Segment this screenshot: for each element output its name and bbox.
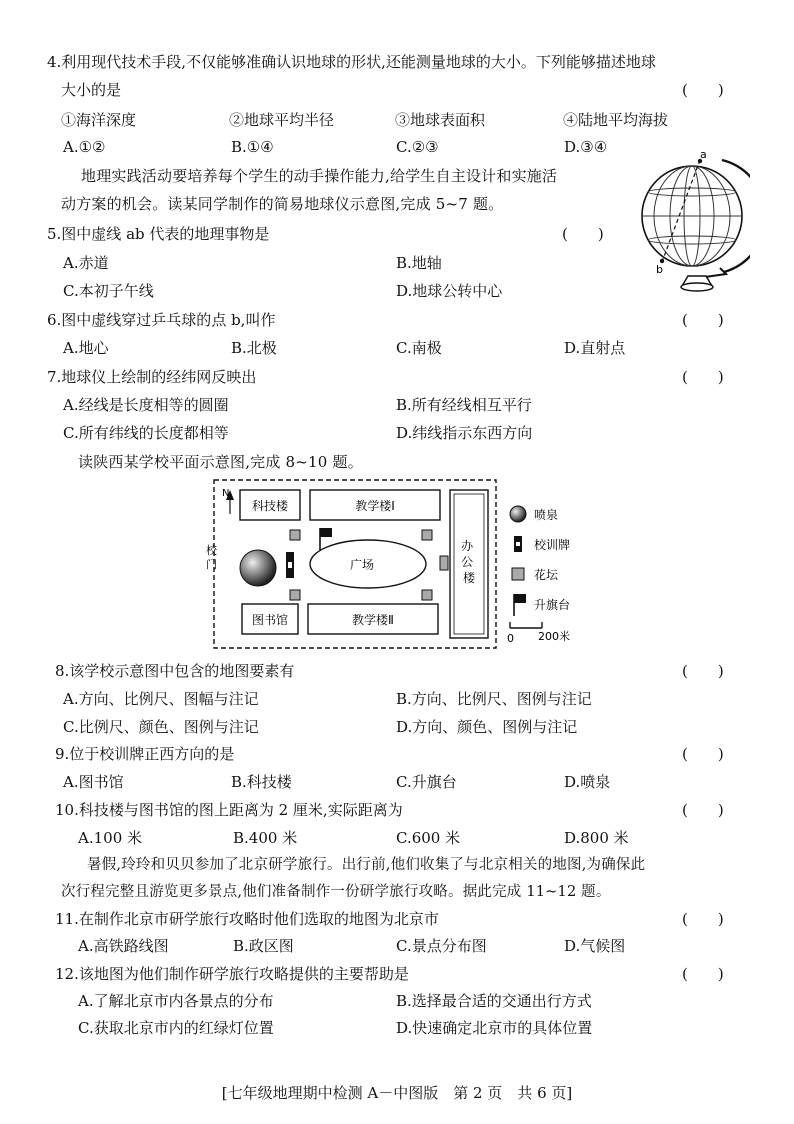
page-footer: [七年级地理期中检测 A－中图版 第 2 页 共 6 页]: [221, 1084, 573, 1102]
legend-fountain-icon: [510, 506, 526, 522]
map-teaching-building-2: 教学楼Ⅱ: [352, 613, 394, 627]
question-5-option-a: A.赤道: [63, 254, 109, 272]
question-11-option-a: A.高铁路线图: [78, 937, 169, 955]
question-5-option-d: D.地球公转中心: [396, 282, 503, 300]
question-9-option-d: D.喷泉: [564, 773, 611, 791]
question-5-option-b: B.地轴: [396, 254, 442, 272]
legend-flag-platform: 升旗台: [534, 598, 571, 612]
question-8-option-a: A.方向、比例尺、图幅与注记: [63, 690, 259, 708]
question-8-answer-paren: ( ): [682, 662, 724, 680]
question-10-option-a: A.100 米: [78, 829, 142, 847]
question-10-option-d: D.800 米: [564, 829, 629, 847]
intro-5-7-line2: 动方案的机会。读某同学制作的简易地球仪示意图,完成 5~7 题。: [61, 195, 504, 213]
question-4-option-b: B.①④: [231, 138, 274, 156]
intro-11-12-line1: 暑假,玲玲和贝贝参加了北京研学旅行。出行前,他们收集了与北京相关的地图,为确保此: [87, 857, 646, 873]
school-map-figure: [200, 476, 600, 652]
question-6-answer-paren: ( ): [682, 311, 724, 329]
flower-bed-icon: [290, 590, 300, 600]
legend-flower-bed-icon: [512, 568, 524, 580]
question-8-option-b: B.方向、比例尺、图例与注记: [396, 690, 592, 708]
question-7-stem: 7.地球仪上绘制的经纬网反映出: [47, 368, 257, 386]
legend-motto-board: 校训牌: [534, 538, 571, 552]
intro-8-10: 读陕西某学校平面示意图,完成 8~10 题。: [78, 453, 363, 471]
fountain-icon: [240, 550, 276, 586]
office-char-1: 办: [461, 539, 474, 553]
globe-label-b: b: [656, 263, 663, 276]
flower-bed-icon: [290, 530, 300, 540]
question-8-stem: 8.该学校示意图中包含的地图要素有: [55, 662, 295, 680]
question-12-stem: 12.该地图为他们制作研学旅行攻略提供的主要帮助是: [55, 965, 409, 983]
question-4-option-c: C.②③: [396, 138, 439, 156]
map-office-building: [461, 538, 477, 585]
office-char-2: 公: [461, 555, 474, 569]
question-11-stem: 11.在制作北京市研学旅行攻略时他们选取的地图为北京市: [55, 910, 439, 928]
question-4-item-1: ①海洋深度: [61, 111, 137, 129]
office-char-3: 楼: [462, 571, 476, 585]
legend-fountain: 喷泉: [534, 508, 559, 522]
question-7-option-b: B.所有经线相互平行: [396, 396, 532, 414]
question-9-answer-paren: ( ): [682, 745, 724, 763]
question-6-stem: 6.图中虚线穿过乒乓球的点 b,叫作: [47, 311, 276, 329]
question-7-option-d: D.纬线指示东西方向: [396, 424, 533, 442]
question-4-item-4: ④陆地平均海拔: [563, 111, 669, 129]
question-6-option-c: C.南极: [396, 339, 442, 357]
question-11-answer-paren: ( ): [682, 910, 724, 928]
question-4-stem-line2: 大小的是: [61, 81, 122, 99]
question-10-answer-paren: ( ): [682, 801, 724, 819]
map-school-gate: [206, 543, 221, 571]
question-7-option-a: A.经线是长度相等的圆圈: [63, 396, 229, 414]
question-4-option-d: D.③④: [564, 138, 608, 156]
legend-flower-bed: 花坛: [534, 568, 559, 582]
question-5-answer-paren: ( ): [562, 225, 604, 243]
gate-char-2: 门: [206, 558, 217, 571]
question-8-option-d: D.方向、颜色、图例与注记: [396, 718, 578, 736]
question-6-option-a: A.地心: [63, 339, 109, 357]
scale-zero-label: 0: [507, 632, 514, 645]
question-7-answer-paren: ( ): [682, 368, 724, 386]
map-teaching-building-1: 教学楼Ⅰ: [355, 499, 395, 513]
scale-bar: [510, 622, 542, 628]
intro-5-7-line1: 地理实践活动要培养每个学生的动手操作能力,给学生自主设计和实施活: [81, 167, 558, 185]
map-square: 广场: [349, 558, 375, 572]
question-9-option-c: C.升旗台: [396, 773, 457, 791]
question-12-option-b: B.选择最合适的交通出行方式: [396, 992, 592, 1010]
globe-figure: [634, 150, 750, 302]
question-11-option-b: B.政区图: [233, 937, 294, 955]
question-12-answer-paren: ( ): [682, 965, 724, 983]
question-4-stem-line1: 4.利用现代技术手段,不仅能够准确认识地球的形状,还能测量地球的大小。下列能够描述地球: [47, 53, 656, 71]
globe-label-a: a: [700, 150, 707, 161]
question-4-answer-paren: ( ): [682, 81, 724, 99]
question-9-option-b: B.科技楼: [231, 773, 292, 791]
question-12-option-c: C.获取北京市内的红绿灯位置: [78, 1019, 274, 1037]
map-north-label: N: [222, 488, 230, 499]
flower-bed-icon: [422, 590, 432, 600]
question-6-option-d: D.直射点: [564, 339, 626, 357]
question-10-stem: 10.科技楼与图书馆的图上距离为 2 厘米,实际距离为: [55, 801, 403, 819]
scale-value-label: 200米: [538, 630, 570, 643]
question-12-option-a: A.了解北京市内各景点的分布: [78, 992, 274, 1010]
flower-bed-icon: [440, 556, 448, 570]
question-5-stem: 5.图中虚线 ab 代表的地理事物是: [47, 225, 270, 243]
question-10-option-c: C.600 米: [396, 829, 461, 847]
question-11-option-c: C.景点分布图: [396, 937, 487, 955]
legend-flag-platform-icon: [514, 594, 526, 616]
question-9-option-a: A.图书馆: [63, 773, 124, 791]
question-6-option-b: B.北极: [231, 339, 277, 357]
question-4-option-a: A.①②: [63, 138, 106, 156]
question-11-option-d: D.气候图: [564, 937, 626, 955]
question-8-option-c: C.比例尺、颜色、图例与注记: [63, 718, 259, 736]
flower-bed-icon: [422, 530, 432, 540]
question-10-option-b: B.400 米: [233, 829, 298, 847]
map-library: 图书馆: [251, 613, 289, 627]
question-7-option-c: C.所有纬线的长度都相等: [63, 424, 229, 442]
question-12-option-d: D.快速确定北京市的具体位置: [396, 1019, 593, 1037]
map-science-building: 科技楼: [251, 499, 289, 513]
question-9-stem: 9.位于校训牌正西方向的是: [55, 745, 235, 763]
intro-11-12-line2: 次行程完整且游览更多景点,他们准备制作一份研学旅行攻略。据此完成 11~12 题。: [61, 884, 611, 900]
question-5-option-c: C.本初子午线: [63, 282, 154, 300]
question-4-item-2: ②地球平均半径: [229, 111, 335, 129]
question-4-item-3: ③地球表面积: [395, 111, 486, 129]
gate-char-1: 校: [206, 544, 217, 557]
